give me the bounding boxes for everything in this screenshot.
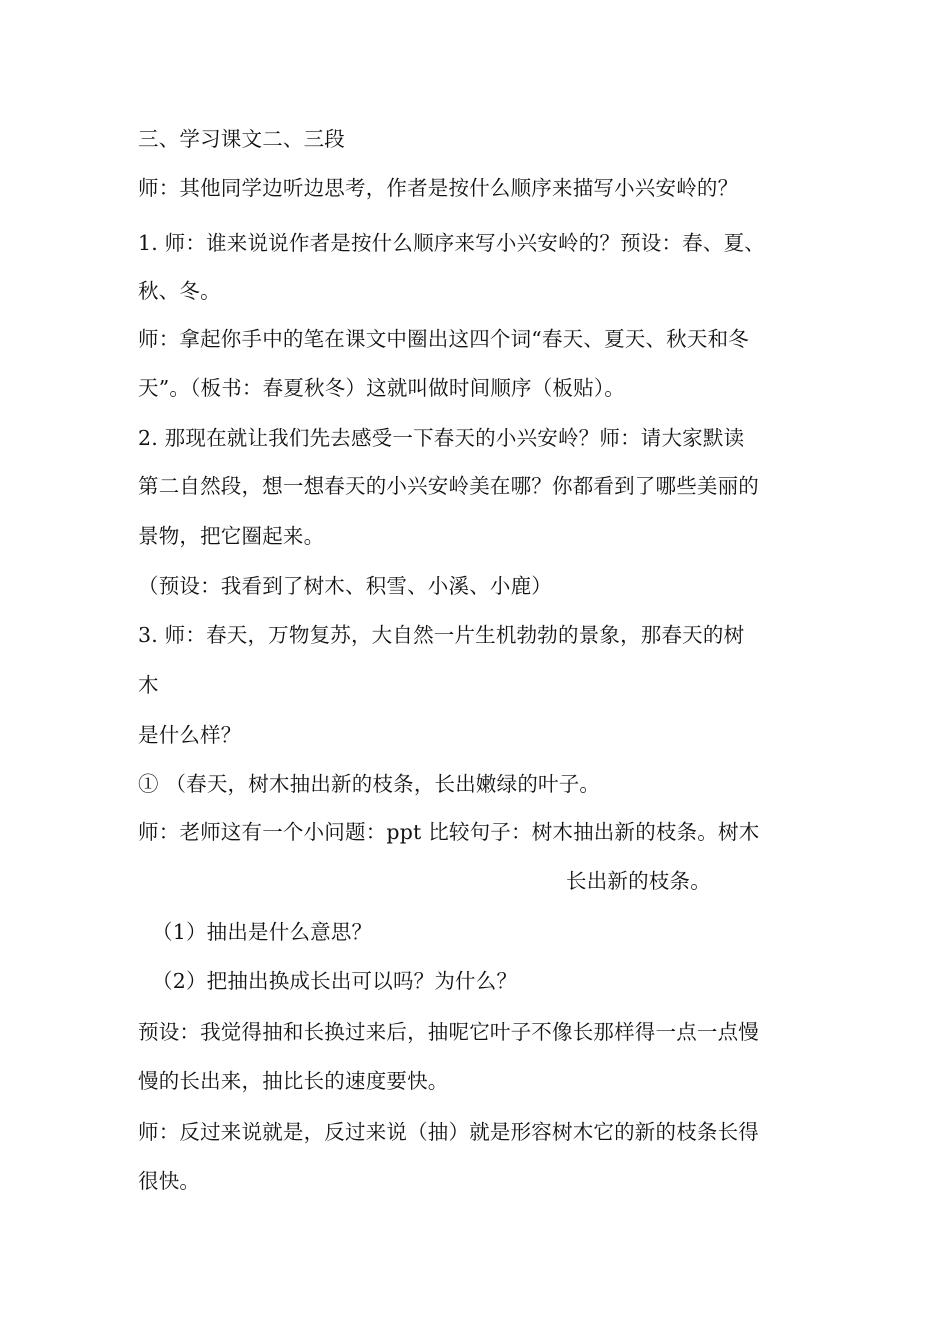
paragraph-line-indented: 长出新的枝条。 (566, 869, 711, 893)
paragraph-line: 天”。（板书：春夏秋冬）这就叫做时间顺序（板贴）。 (138, 376, 625, 400)
paragraph-line: ① （春天，树木抽出新的枝条，长出嫩绿的叶子。 (138, 772, 601, 796)
paragraph-line: 1. 师：谁来说说作者是按什么顺序来写小兴安岭的？预设：春、夏、 (138, 231, 765, 255)
paragraph-line: 师：反过来说就是，反过来说（抽）就是形容树木它的新的枝条长得 (138, 1120, 759, 1144)
paragraph-line: 很快。 (138, 1169, 201, 1193)
paragraph-line: 师：其他同学边听边思考，作者是按什么顺序来描写小兴安岭的？ (138, 176, 739, 200)
paragraph-line: 是什么样？ (138, 723, 242, 747)
paragraph-line: 3. 师：春天，万物复苏，大自然一片生机勃勃的景象，那春天的树 (138, 623, 745, 647)
paragraph-line: 预设：我觉得抽和长换过来后，抽呢它叶子不像长那样得一点一点慢 (138, 1020, 759, 1044)
paragraph-line: 木 (138, 673, 159, 697)
question-item: （2）把抽出换成长出可以吗？为什么？ (152, 969, 518, 993)
section-heading: 三、学习课文二、三段 (138, 127, 345, 151)
question-item: （1）抽出是什么意思？ (152, 920, 373, 944)
paragraph-line: 第二自然段，想一想春天的小兴安岭美在哪？你都看到了哪些美丽的 (138, 474, 759, 498)
paragraph-line: 景物，把它圈起来。 (138, 524, 325, 548)
paragraph-line: 慢的长出来，抽比长的速度要快。 (138, 1069, 449, 1093)
paragraph-line: （预设：我看到了树木、积雪、小溪、小鹿） (138, 574, 552, 598)
paragraph-line: 秋、冬。 (138, 279, 221, 303)
paragraph-line: 2. 那现在就让我们先去感受一下春天的小兴安岭？师：请大家默读 (138, 426, 745, 450)
paragraph-line: 师：老师这有一个小问题：ppt 比较句子：树木抽出新的枝条。树木 (138, 820, 760, 844)
paragraph-line: 师：拿起你手中的笔在课文中圈出这四个词“春天、夏天、秋天和冬 (138, 327, 749, 351)
